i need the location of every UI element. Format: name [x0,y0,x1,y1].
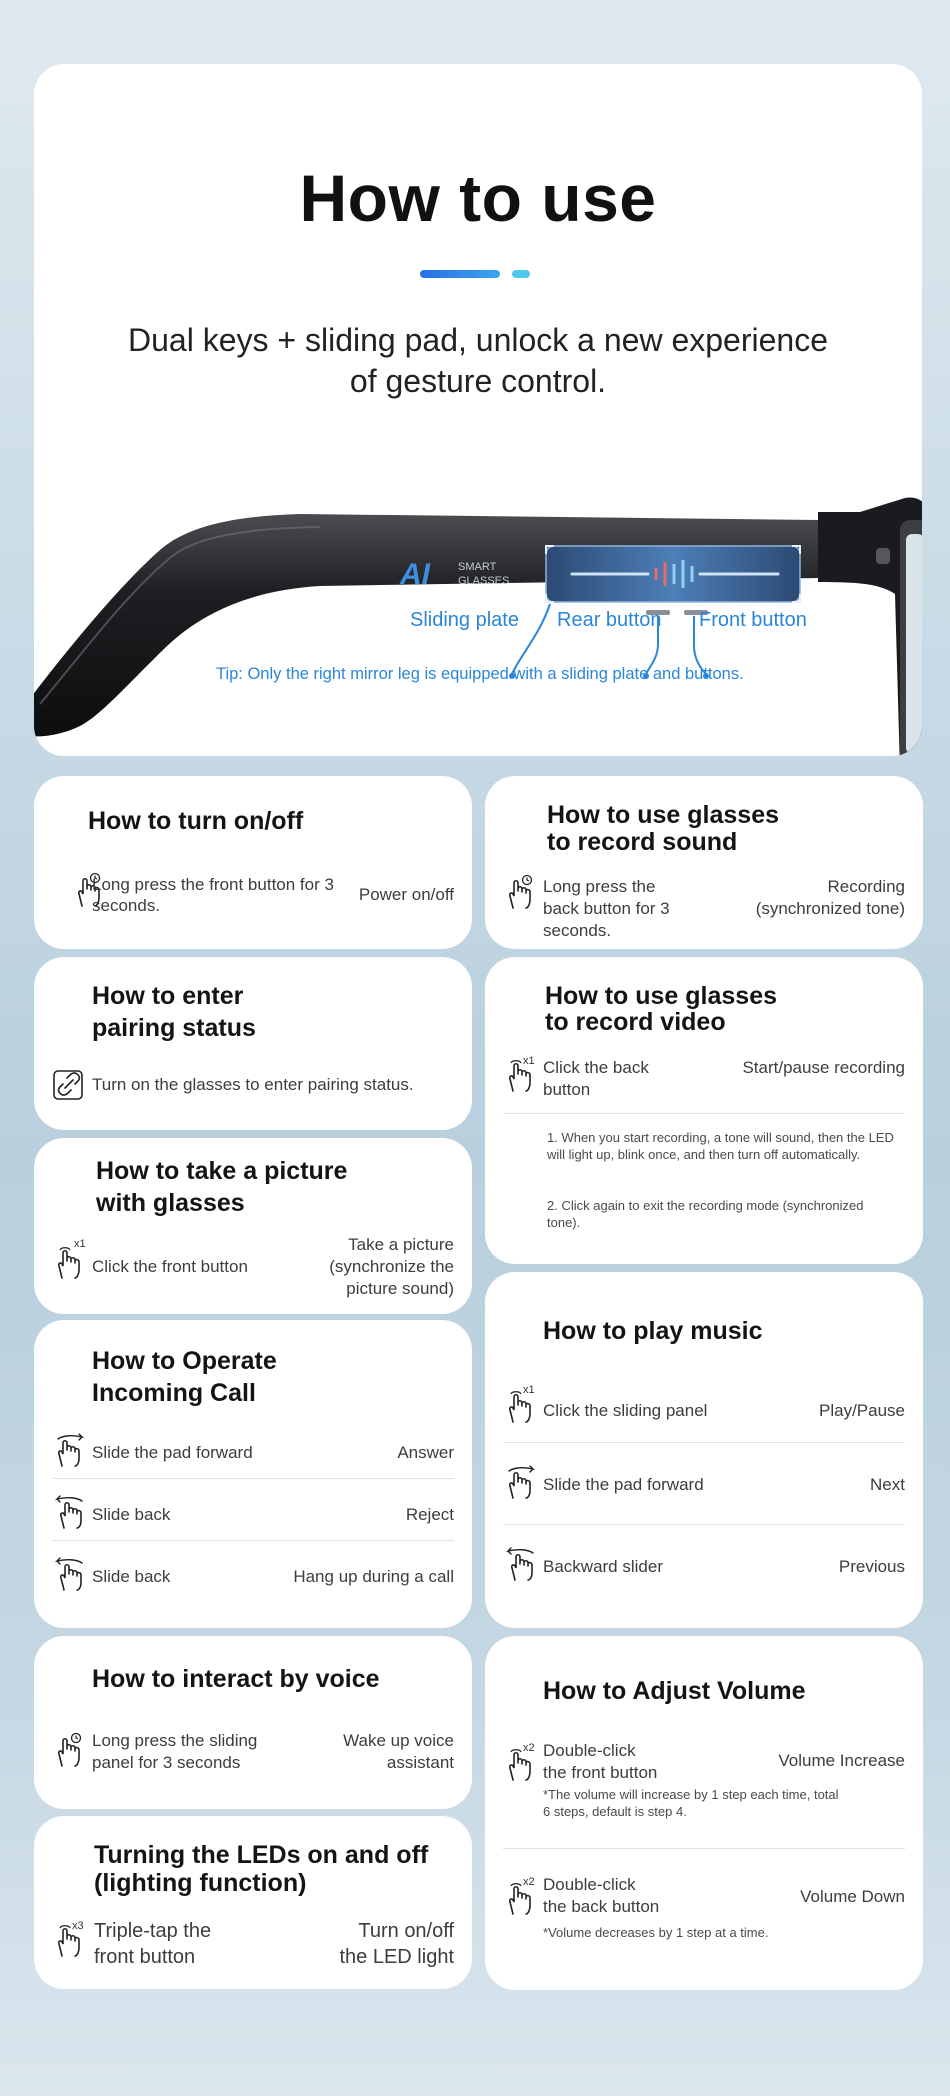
multiplier: x1 [523,1384,535,1396]
card-title-line2: Incoming Call [92,1379,256,1407]
call-row-answer [52,1432,454,1472]
divider [503,1442,905,1443]
voice-row [52,1726,454,1776]
sound-value-line1: Recording [827,877,905,896]
multiplier: x2 [523,1742,535,1754]
voice-label-line2: panel for 3 seconds [92,1753,241,1772]
card-title-line1: How to take a picture [96,1157,348,1185]
call-row-value: Answer [397,1443,454,1462]
music-row-value: Play/Pause [819,1401,905,1420]
led-row [52,1916,454,1972]
hero-card [34,64,922,756]
volume-down-note: *Volume decreases by 1 step at a time. [543,1925,769,1940]
volume-down-label-line2: the back button [543,1897,660,1916]
card-title-line1: How to use glasses [545,982,778,1010]
divider [52,1540,454,1541]
card-title: How to Adjust Volume [543,1677,806,1705]
picture-value-line1: Take a picture [348,1235,454,1254]
press-hold-hand-icon [52,1732,88,1768]
video-value: Start/pause recording [742,1058,905,1077]
sound-value-line2: (synchronized tone) [755,899,905,918]
call-row-reject [52,1494,454,1534]
tip-text: Tip: Only the right mirror leg is equipped with a sliding plate and buttons. [216,665,744,683]
card-title: How to interact by voice [92,1665,380,1693]
card-title-line1: Turning the LEDs on and off [94,1841,429,1869]
link-icon [52,1067,86,1101]
volume-up-row [503,1736,905,1788]
card-title: How to play music [543,1317,763,1345]
card-volume [485,1636,923,1990]
card-pairing [34,957,472,1130]
video-row [503,1055,905,1105]
picture-label: Click the front button [92,1257,248,1276]
volume-up-note: *The volume will increase by 1 step each time, total 6 steps, default is step 4. [543,1787,839,1819]
pairing-label: Turn on the glasses to enter pairing status. [92,1075,414,1094]
music-row-play [503,1382,905,1432]
press-hold-hand-icon [503,874,539,910]
title-accent-bar [420,270,500,278]
card-picture [34,1138,472,1314]
hero-subtitle: Dual keys + sliding pad, unlock a new experience of gesture control. [128,322,828,399]
brand-logo: AI [400,558,430,591]
divider [503,1524,905,1525]
multiplier: x1 [74,1238,86,1250]
picture-value-line2: (synchronize the [329,1257,454,1276]
title-accent-dot [512,270,530,278]
video-label-line1: Click the back [543,1058,649,1077]
volume-up-label-line2: the front button [543,1763,658,1782]
divider [503,1113,905,1114]
sound-label-line3: seconds. [543,921,612,940]
card-title-line2: pairing status [92,1014,256,1042]
card-music [485,1272,923,1628]
swipe-back-hand-icon [52,1494,88,1530]
call-row-value: Hang up during a call [293,1567,454,1586]
music-row-previous [503,1540,905,1590]
power-row [52,872,454,922]
card-voice [34,1636,472,1809]
divider [52,1478,454,1479]
card-title-line2: to record sound [547,828,738,856]
led-value-line2: the LED light [339,1946,454,1968]
card-call [34,1320,472,1628]
sound-label-line1: Long press the [543,877,656,896]
led-value-line1: Turn on/off [358,1920,454,1942]
card-power [34,776,472,949]
multiplier: x2 [523,1876,535,1888]
swipe-back-hand-icon [503,1546,539,1582]
swipe-forward-hand-icon [52,1432,88,1468]
divider [503,1848,905,1849]
power-label: Long press the front button for 3 seconds. [92,875,334,915]
card-title: How to turn on/off [88,807,304,835]
call-row-value: Reject [405,1505,454,1524]
power-value: Power on/off [358,885,454,904]
music-row-next [503,1458,905,1508]
music-row-value: Next [870,1475,905,1494]
swipe-back-hand-icon [52,1556,88,1592]
led-label-line2: front button [94,1946,196,1968]
voice-value-line2: assistant [386,1753,454,1772]
sound-label-line2: back button for 3 [543,899,670,918]
music-row-label: Backward slider [543,1557,663,1576]
card-title-line2: with glasses [96,1189,245,1217]
voice-label-line1: Long press the sliding [92,1731,258,1750]
card-record-video [485,957,923,1264]
volume-up-value: Volume Increase [778,1751,905,1770]
sound-row [503,874,905,940]
card-record-sound [485,776,923,949]
music-row-label: Slide the pad forward [543,1475,704,1494]
card-title-line1: How to enter [92,982,244,1010]
label-sliding-plate: Sliding plate [410,609,519,631]
volume-down-row [503,1870,905,1922]
brand-text-glasses: GLASSES [458,575,510,587]
pairing-row [52,1067,454,1103]
page-title: How to use [299,161,657,235]
video-note-1: 1. When you start recording, a tone will sound, then the LED will light up, blink once, and then turn off automatically. [547,1130,894,1162]
brand-text-smart: SMART [458,561,497,573]
volume-down-label-line1: Double-click [543,1875,636,1894]
call-row-label: Slide back [92,1567,171,1586]
card-led [34,1816,472,1989]
label-front-button: Front button [699,609,807,631]
call-row-label: Slide back [92,1505,171,1524]
voice-value-line1: Wake up voice [343,1731,454,1750]
picture-row [52,1234,454,1300]
card-title-line1: How to use glasses [547,801,780,829]
smart-glasses-illustration [34,424,922,756]
card-title-line2: to record video [545,1008,726,1036]
music-row-label: Click the sliding panel [543,1401,708,1420]
call-row-hangup [52,1556,454,1596]
volume-up-label-line1: Double-click [543,1741,636,1760]
swipe-forward-hand-icon [503,1464,539,1500]
label-rear-button: Rear button [557,609,662,631]
video-note-2: 2. Click again to exit the recording mode (synchronized tone). [547,1198,864,1230]
multiplier: x3 [72,1920,84,1932]
volume-down-value: Volume Down [800,1887,905,1906]
picture-value-line3: picture sound) [346,1279,454,1298]
music-row-value: Previous [838,1557,905,1576]
video-label-line2: button [543,1080,591,1099]
led-label-line1: Triple-tap the [94,1920,212,1942]
card-title-line2: (lighting function) [94,1869,307,1897]
multiplier: x1 [523,1055,535,1067]
call-row-label: Slide the pad forward [92,1443,253,1462]
card-title-line1: How to Operate [92,1347,277,1375]
